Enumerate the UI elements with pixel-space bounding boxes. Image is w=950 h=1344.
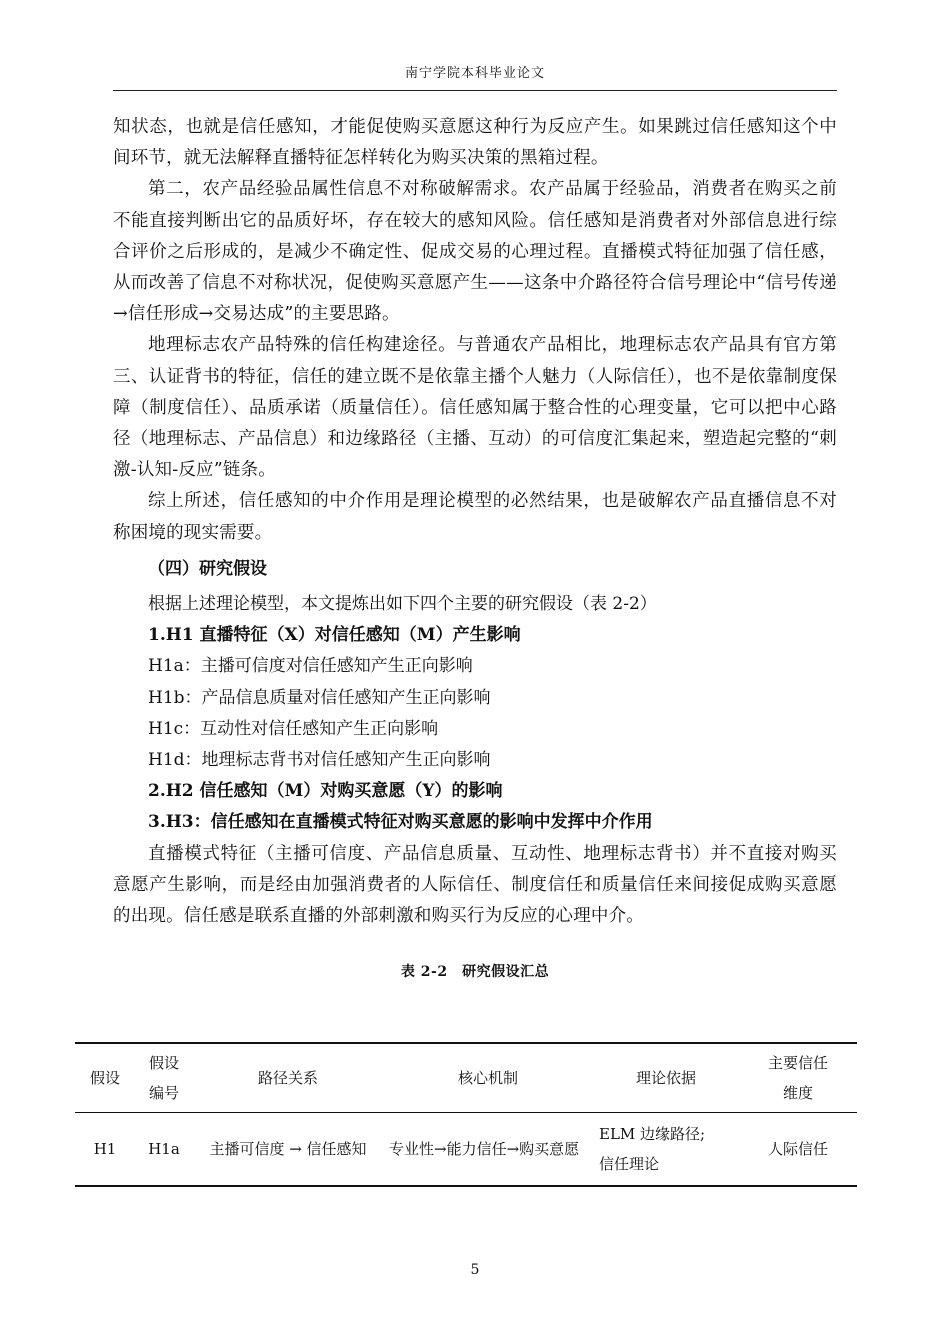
table-cell: ELM 边缘路径; 信任理论 (593, 1113, 739, 1187)
header-cell: 核心机制 (383, 1043, 593, 1113)
table-caption: 表 2-2 研究假设汇总 (400, 964, 550, 981)
hypothesis-h1: 1.H1 直播特征（X）对信任感知（M）产生影响 (148, 625, 521, 646)
hypotheses-intro: 根据上述理论模型，本文提炼出如下四个主要的研究假设（表 2-2） (148, 594, 657, 615)
main-content (113, 112, 837, 982)
paragraph-1: 知状态，也就是信任感知，才能促使购买意愿这种行为反应产生。如果跳过信任感知这个中间环节，就无法解释直播特征怎样转化为购买决策的黑箱过程。 (113, 117, 837, 169)
table-row (75, 1113, 857, 1187)
hypotheses-table (75, 1042, 857, 1187)
paragraph-5: 直播模式特征（主播可信度、产品信息质量、互动性、地理标志背书）并不直接对购买意愿产生影响，而是经由加强消费者的人际信任、制度信任和质量信任来间接促成购买意愿的出现。信任感是联系直播的外部刺激和购买行为反应的心理中介。 (113, 843, 837, 927)
table-cell: 人际信任 (739, 1113, 857, 1187)
paragraph-3: 地理标志农产品特殊的信任构建途径。与普通农产品相比，地理标志农产品具有官方第三、认证背书的特征，信任的建立既不是依靠主播个人魅力（人际信任），也不是依靠制度保障（制度信任）、品质承诺（质量信任）。信任感知属于整合性的心理变量，它可以把中心路径（地理标志、产品信息）和边缘路径（主播、互动）的可信度汇集起来，塑造起完整的“刺激-认知-反应”链条。 (113, 335, 837, 481)
hypothesis-h1d: H1d：地理标志背书对信任感知产生正向影响 (148, 750, 491, 771)
paragraph-4: 综上所述，信任感知的中介作用是理论模型的必然结果，也是破解农产品直播信息不对称困境的现实需要。 (113, 491, 837, 543)
hypothesis-h1b: H1b：产品信息质量对信任感知产生正向影响 (148, 687, 491, 708)
table-cell: H1a (135, 1113, 193, 1187)
header-cell: 理论依据 (593, 1043, 739, 1113)
page-number: 5 (470, 1262, 480, 1278)
table-cell: H1 (75, 1113, 135, 1187)
table-cell: 专业性→能力信任→购买意愿 (383, 1113, 593, 1187)
header-cell: 假设 编号 (135, 1043, 193, 1113)
table-header-row (75, 1043, 857, 1113)
section-heading: （四）研究假设 (148, 558, 267, 579)
table-cell: 主播可信度 → 信任感知 (193, 1113, 383, 1187)
hypothesis-h1c: H1c：互动性对信任感知产生正向影响 (148, 718, 439, 739)
hypothesis-h1a: H1a：主播可信度对信任感知产生正向影响 (148, 656, 473, 677)
header-divider (113, 90, 837, 91)
hypothesis-h2: 2.H2 信任感知（M）对购买意愿（Y）的影响 (148, 781, 503, 802)
header-cell: 路径关系 (193, 1043, 383, 1113)
header-cell: 假设 (75, 1043, 135, 1113)
page-header: 南宁学院本科毕业论文 (404, 66, 545, 81)
header-cell: 主要信任 维度 (739, 1043, 857, 1113)
hypothesis-h3: 3.H3：信任感知在直播模式特征对购买意愿的影响中发挥中介作用 (148, 812, 653, 833)
paragraph-2: 第二，农产品经验品属性信息不对称破解需求。农产品属于经验品，消费者在购买之前不能直接判断出它的品质好坏，存在较大的感知风险。信任感知是消费者对外部信息进行综合评价之后形成的，是减少不确定性、促成交易的心理过程。直播模式特征加强了信任感，从而改善了信息不对称状况，促使购买意愿产生——这条中介路径符合信号理论中“信号传递→信任形成→交易达成”的主要思路。 (113, 179, 837, 325)
